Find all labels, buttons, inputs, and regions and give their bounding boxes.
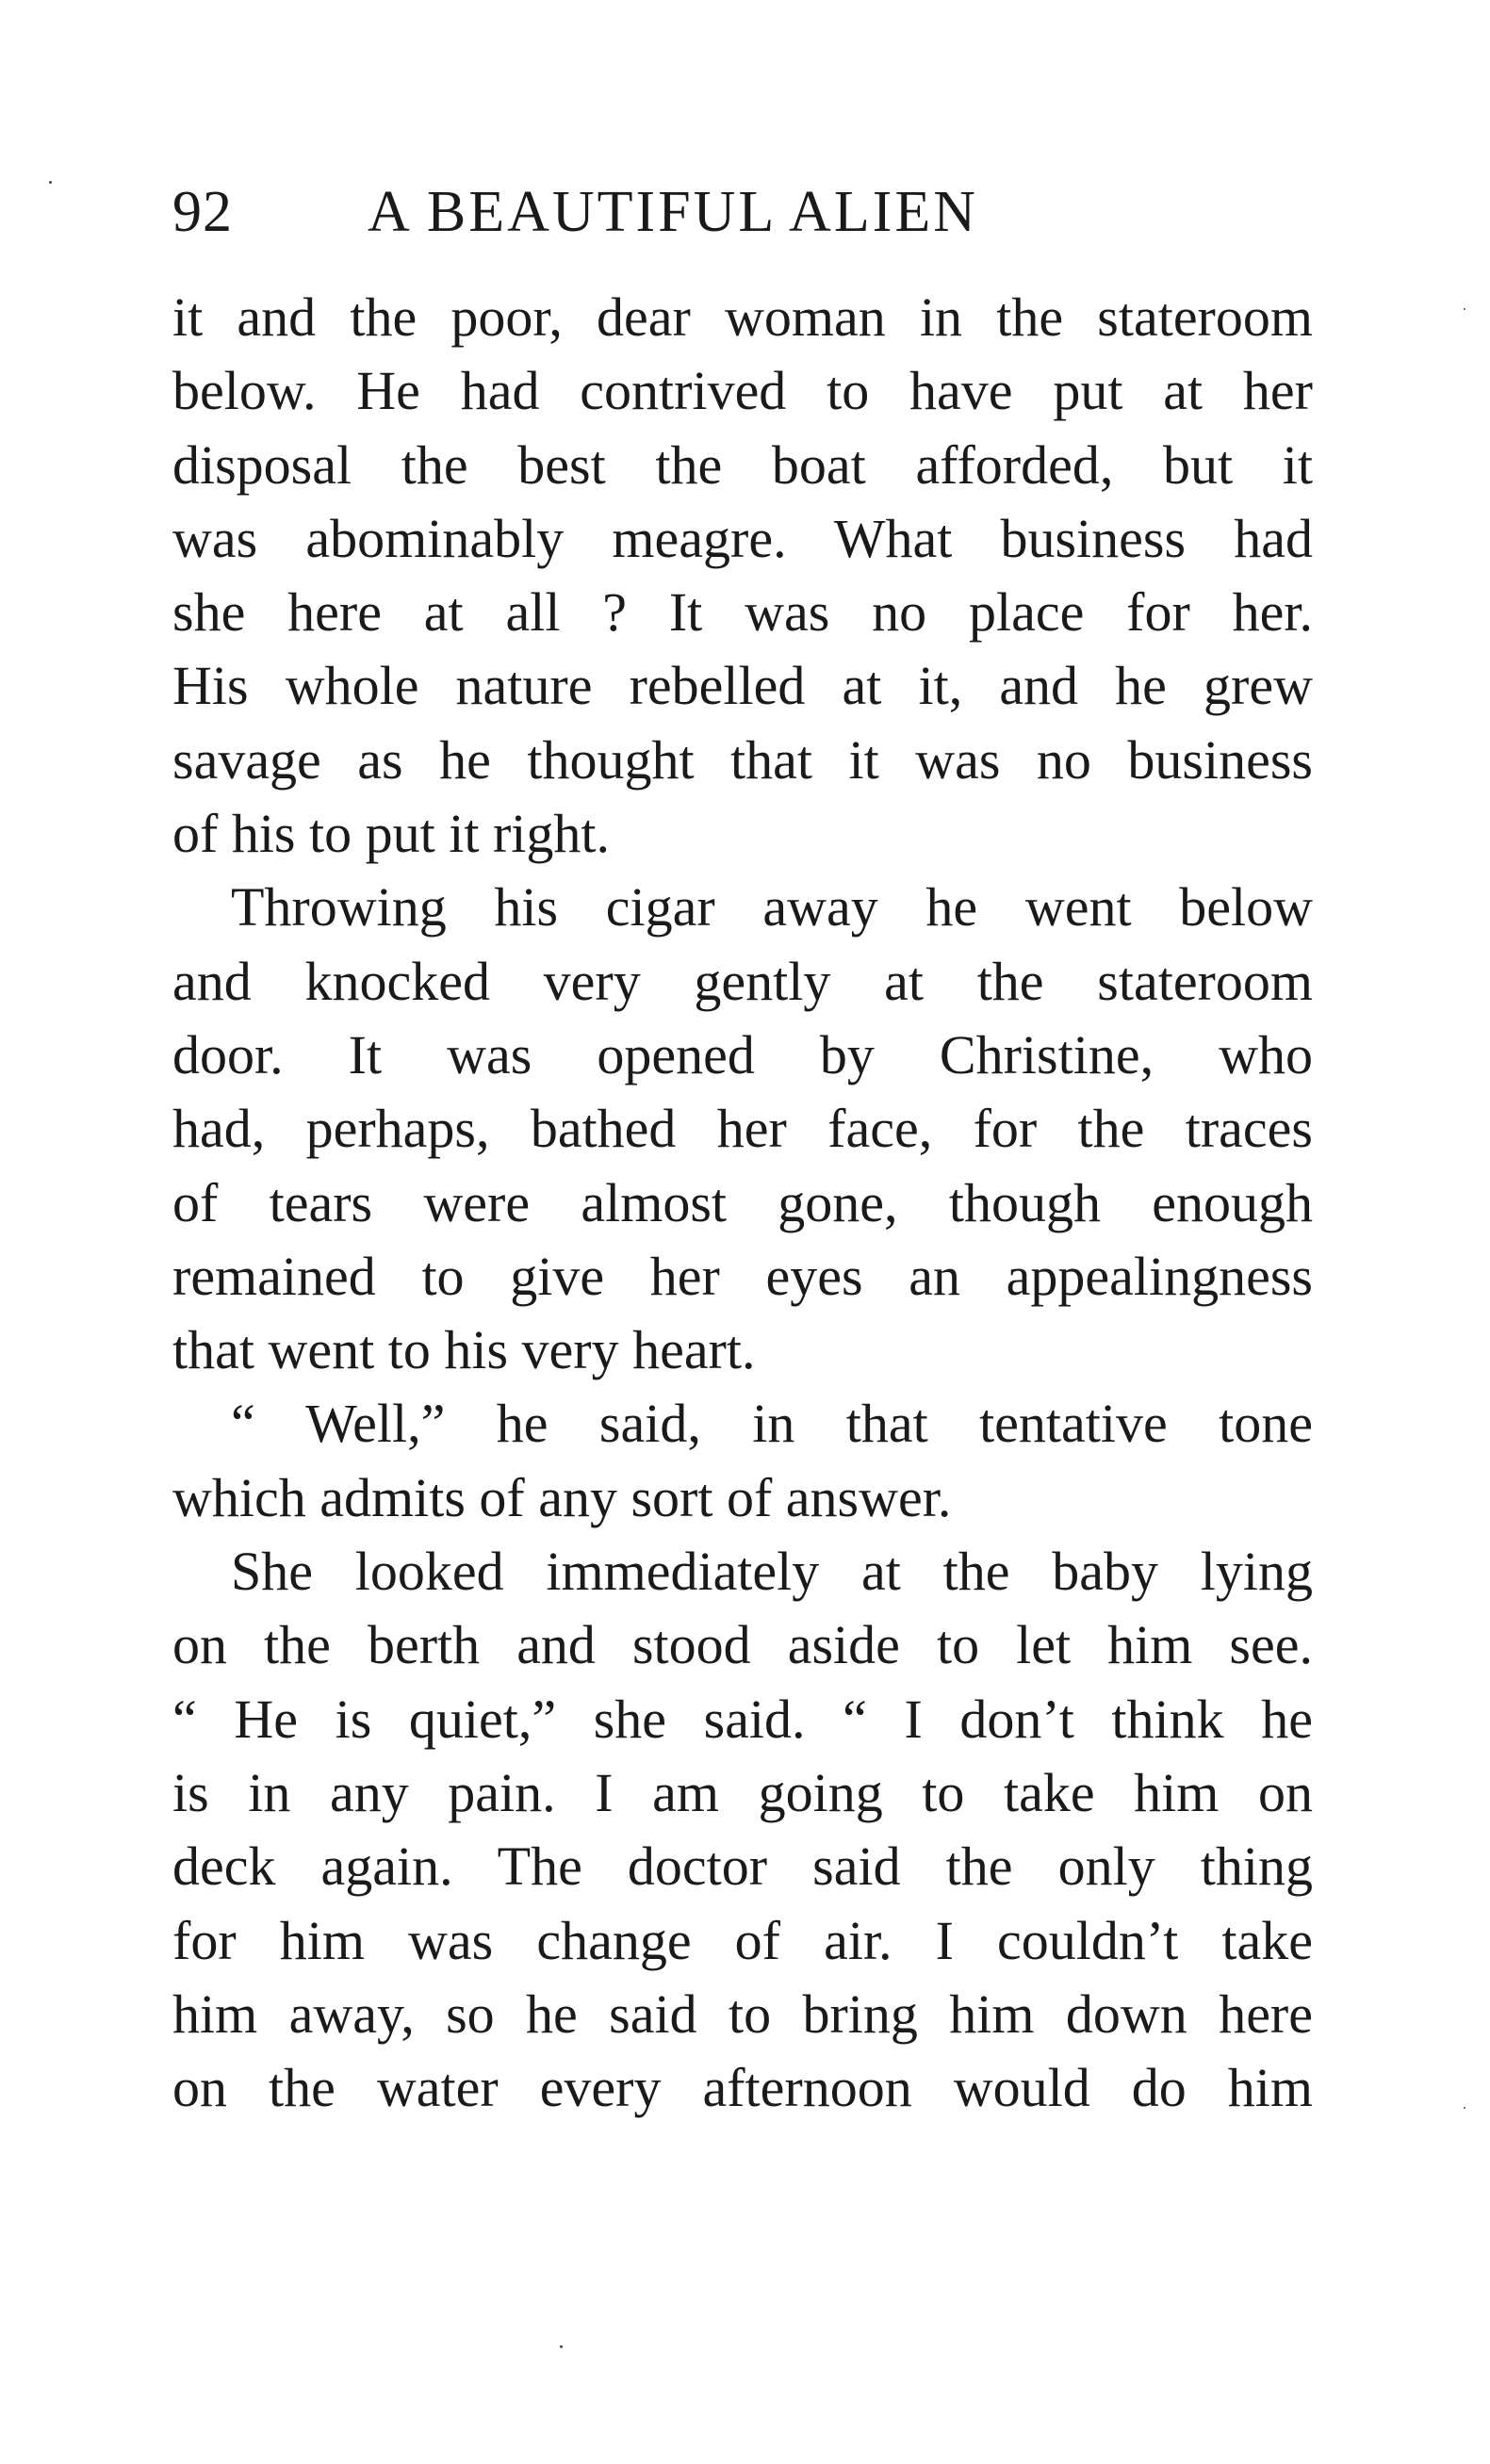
page-number: 92: [172, 180, 233, 244]
text-line: savage as he thought that it was no business: [172, 728, 1313, 791]
text-line: His whole nature rebelled at it, and he grew: [172, 655, 1313, 717]
text-line: “ He is quiet,” she said. “ I don’t think he: [172, 1688, 1313, 1750]
text-line: had, perhaps, bathed her face, for the traces: [172, 1098, 1313, 1160]
text-line: is in any pain. I am going to take him on: [172, 1761, 1313, 1823]
text-line: him away, so he said to bring him down here: [172, 1983, 1313, 2045]
text-line: “ Well,” he said, in that tentative tone: [231, 1393, 1313, 1455]
text-line: on the water every afternoon would do him: [172, 2057, 1313, 2119]
paper-speck: [1464, 308, 1465, 310]
text-line: and knocked very gently at the stateroom: [172, 950, 1313, 1012]
text-line: She looked immediately at the baby lying: [231, 1541, 1313, 1603]
running-title: A BEAUTIFUL ALIEN: [368, 180, 978, 244]
text-line: it and the poor, dear woman in the stateroom: [172, 286, 1313, 348]
text-line: deck again. The doctor said the only thing: [172, 1836, 1313, 1898]
running-head: [172, 174, 1313, 250]
text-line: that went to his very heart.: [172, 1319, 756, 1381]
text-line: remained to give her eyes an appealingness: [172, 1245, 1313, 1307]
paper-speck: [1464, 2107, 1465, 2109]
text-line: door. It was opened by Christine, who: [172, 1023, 1313, 1085]
text-line: of his to put it right.: [172, 803, 610, 865]
body-text: [172, 281, 1313, 2125]
text-line: which admits of any sort of answer.: [172, 1466, 952, 1528]
paper-speck: [49, 181, 52, 184]
text-line: of tears were almost gone, though enough: [172, 1171, 1313, 1233]
paper-speck: [560, 2345, 563, 2348]
text-line: was abominably meagre. What business had: [172, 507, 1313, 569]
text-line: on the berth and stood aside to let him see.: [172, 1614, 1313, 1676]
text-line: below. He had contrived to have put at her: [172, 360, 1313, 422]
text-line: she here at all ? It was no place for her.: [172, 581, 1313, 644]
text-line: Throwing his cigar away he went below: [231, 876, 1313, 938]
text-line: for him was change of air. I couldn’t take: [172, 1909, 1313, 1971]
text-line: disposal the best the boat afforded, but it: [172, 433, 1313, 496]
